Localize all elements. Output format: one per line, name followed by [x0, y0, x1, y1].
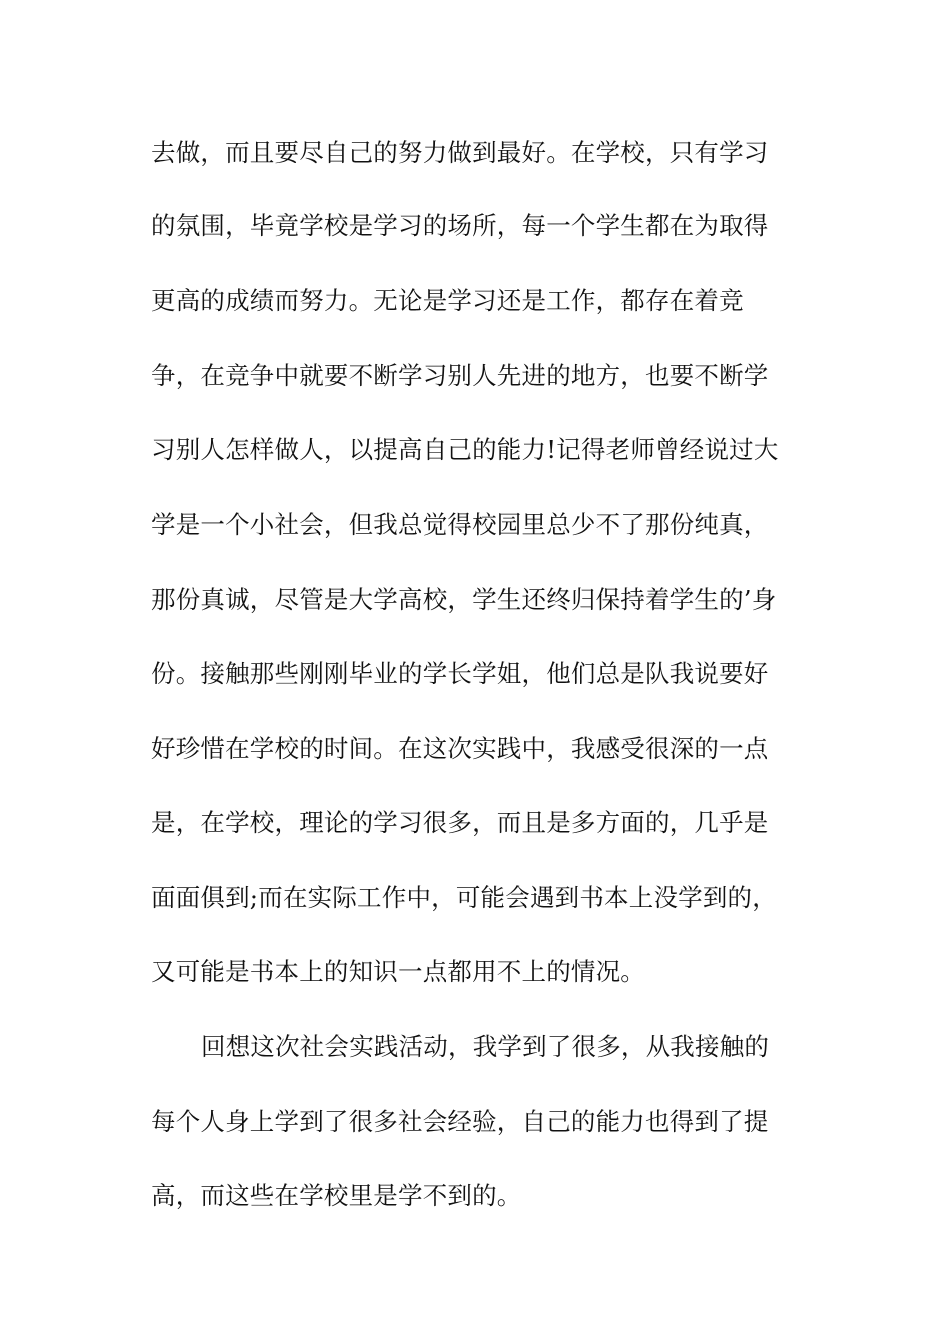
- text-line: 好珍惜在学校的时间。在这次实践中，我感受很深的一点: [151, 734, 769, 763]
- text-line: 高，而这些在学校里是学不到的。: [151, 1181, 522, 1210]
- text-line: 面面俱到;而在实际工作中，可能会遇到书本上没学到的，: [151, 883, 777, 912]
- text-line: 的氛围，毕竟学校是学习的场所，每一个学生都在为取得: [151, 211, 769, 240]
- text-line: 更高的成绩而努力。无论是学习还是工作，都存在着竞: [151, 286, 744, 315]
- text-line: 争，在竞争中就要不断学习别人先进的地方，也要不断学: [151, 361, 769, 390]
- text-line: 习别人怎样做人，以提高自己的能力!记得老师曾经说过大: [151, 435, 779, 464]
- paragraph-first-line: 回想这次社会实践活动，我学到了很多，从我接触的: [201, 1032, 770, 1061]
- text-line: 份。接触那些刚刚毕业的学长学姐，他们总是队我说要好: [151, 659, 769, 688]
- text-line: 去做，而且要尽自己的努力做到最好。在学校，只有学习: [151, 138, 769, 167]
- text-line: 那份真诚，尽管是大学高校，学生还终归保持着学生的’身: [151, 585, 777, 614]
- text-line: 学是一个小社会，但我总觉得校园里总少不了那份纯真，: [151, 510, 769, 539]
- text-line: 又可能是书本上的知识一点都用不上的情况。: [151, 957, 645, 986]
- text-line: 是，在学校，理论的学习很多，而且是多方面的，几乎是: [151, 808, 769, 837]
- text-line: 每个人身上学到了很多社会经验，自己的能力也得到了提: [151, 1107, 769, 1136]
